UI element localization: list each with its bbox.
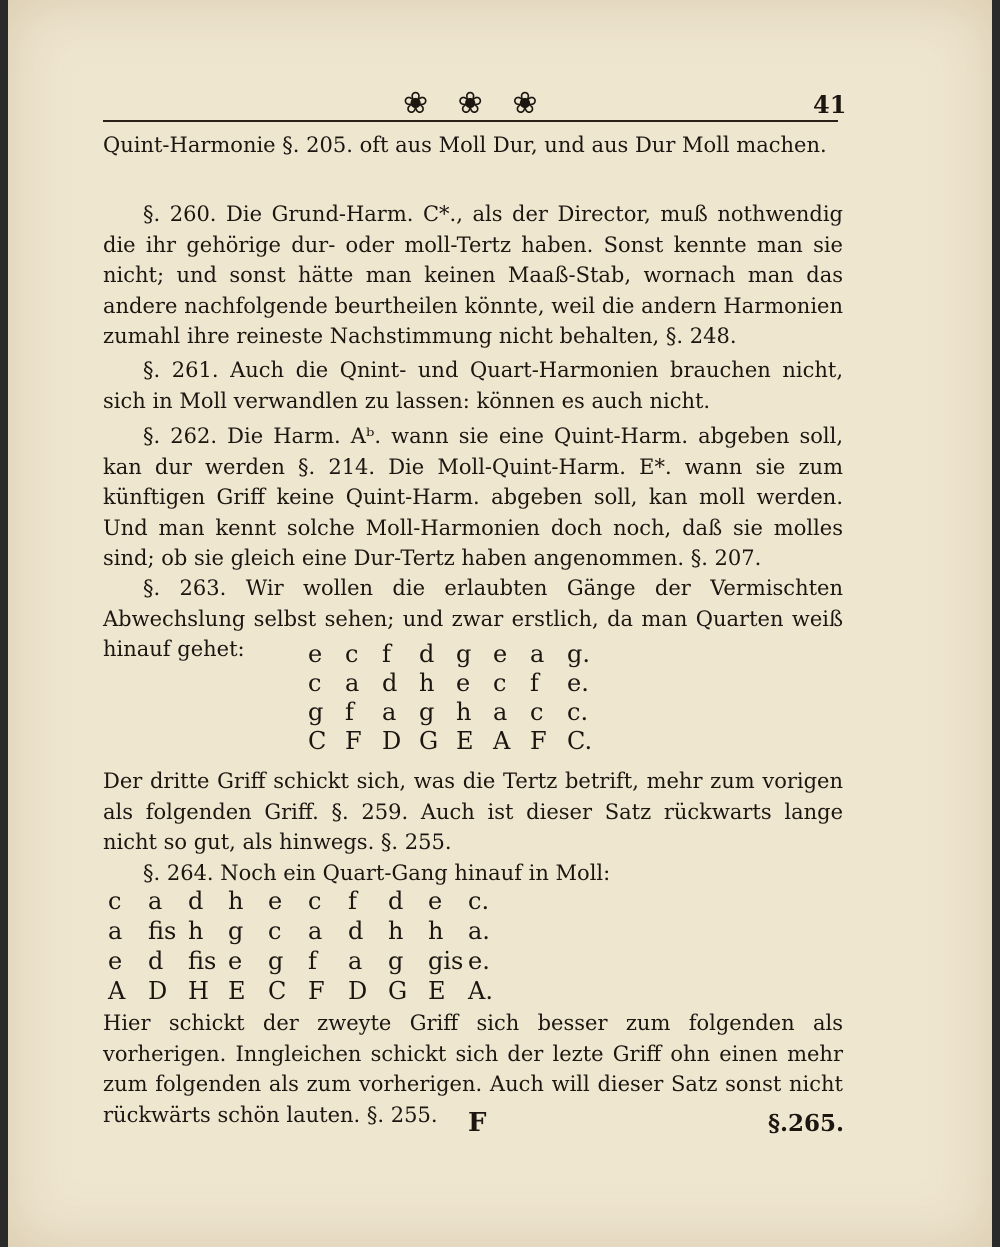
- table-cell: g: [456, 640, 472, 668]
- table-cell: a.: [468, 917, 490, 945]
- table-row: [108, 947, 508, 977]
- table-cell: c: [345, 640, 359, 668]
- table-cell: C: [308, 727, 327, 755]
- table-cell: c: [530, 698, 544, 726]
- table-row: [308, 640, 604, 669]
- table-row: [308, 669, 604, 698]
- table-cell: a: [308, 917, 323, 945]
- table-cell: c: [108, 887, 122, 915]
- table-cell: c: [268, 917, 282, 945]
- paragraph-263: §. 263. Wir wollen die erlaubten Gänge der Vermischten Abwechslung selbst sehen; und zwar erstlich, da man Quarten weiß hinauf gehet:: [103, 576, 843, 661]
- table-cell: e: [493, 640, 508, 668]
- signature-mark: F: [468, 1108, 487, 1138]
- table-row: [308, 698, 604, 727]
- table-cell: F: [530, 727, 547, 755]
- table-cell: c.: [468, 887, 490, 915]
- table-cell: g.: [567, 640, 590, 668]
- paragraph-262: §. 262. Die Harm. Aᵇ. wann sie eine Quint-Harm. abgeben soll, kan dur werden §. 214. Die Moll-Quint-Harm. E*. wann sie zum künftigen Griff keine Quint-Harm. abgeben soll, kan moll werden. Und man kennt solche Moll-Harmonien doch noch, daß sie molles sind; ob sie gleich eine Dur-Tertz haben angenommen. §. 207.: [103, 424, 843, 570]
- table-cell: A: [493, 727, 511, 755]
- table-cell: G: [388, 977, 408, 1005]
- table-cell: d: [419, 640, 435, 668]
- book-page: [8, 0, 992, 1247]
- table-cell: h: [188, 917, 204, 945]
- table-row: [108, 977, 508, 1007]
- table-cell: g: [268, 947, 284, 975]
- table-cell: E: [428, 977, 446, 1005]
- table-cell: E: [228, 977, 246, 1005]
- table-cell: d: [348, 917, 364, 945]
- table-cell: a: [148, 887, 163, 915]
- table-cell: a: [530, 640, 545, 668]
- table-cell: f: [348, 887, 357, 915]
- table-cell: a: [345, 669, 360, 697]
- table-cell: g: [308, 698, 324, 726]
- table-cell: e: [228, 947, 243, 975]
- table-cell: c: [308, 887, 322, 915]
- catchword: §.265.: [768, 1110, 845, 1137]
- table-cell: f: [345, 698, 354, 726]
- table-cell: e: [428, 887, 443, 915]
- paragraph-continuation: Quint-Harmonie §. 205. oft aus Moll Dur, und aus Dur Moll machen.: [103, 133, 827, 157]
- table-cell: fis: [148, 917, 177, 945]
- table-cell: d: [188, 887, 204, 915]
- table-cell: e: [268, 887, 283, 915]
- table-cell: d: [382, 669, 398, 697]
- table-cell: C: [268, 977, 287, 1005]
- table-cell: f: [382, 640, 391, 668]
- page-header: [8, 82, 992, 122]
- table-cell: h: [228, 887, 244, 915]
- table-cell: a: [493, 698, 508, 726]
- table-cell: gis: [428, 947, 464, 975]
- flower-ornament-icon: ❀ ❀ ❀: [403, 86, 548, 121]
- table-cell: a: [108, 917, 123, 945]
- table-cell: A: [108, 977, 126, 1005]
- table-cell: e.: [468, 947, 490, 975]
- table-cell: D: [382, 727, 402, 755]
- table-cell: h: [388, 917, 404, 945]
- table-cell: g: [388, 947, 404, 975]
- table-cell: H: [188, 977, 209, 1005]
- page-number: 41: [813, 90, 847, 119]
- table-cell: h: [419, 669, 435, 697]
- paragraph-260: §. 260. Die Grund-Harm. C*., als der Director, muß nothwendig die ihr gehörige dur- oder moll-Tertz haben. Sonst kennte man sie nicht; und sonst hätte man keinen Maaß-Stab, wornach man das andere nachfolgende beurtheilen könnte, weil die andern Harmonien zumahl ihre reineste Nachstimmung nicht behalten, §. 248.: [103, 202, 843, 348]
- table-cell: h: [428, 917, 444, 945]
- table-cell: d: [388, 887, 404, 915]
- header-rule: [103, 120, 838, 122]
- paragraph-second-grip: Hier schickt der zweyte Griff sich besser zum folgenden als vorherigen. Inngleichen schickt sich der lezte Griff ohn einen mehr zum folgenden als zum vorherigen. Auch will dieser Satz sonst nicht rückwärts schön lauten. §. 255.: [103, 1011, 843, 1127]
- table-row: [108, 887, 508, 917]
- table-cell: d: [148, 947, 164, 975]
- table-cell: a: [382, 698, 397, 726]
- table-cell: h: [456, 698, 472, 726]
- table-cell: f: [530, 669, 539, 697]
- table-cell: c: [308, 669, 322, 697]
- table-cell: C.: [567, 727, 593, 755]
- table-cell: g: [228, 917, 244, 945]
- table-cell: e.: [567, 669, 589, 697]
- table-cell: f: [308, 947, 317, 975]
- table-row: [108, 917, 508, 947]
- paragraph-third-grip: Der dritte Griff schickt sich, was die Tertz betrift, mehr zum vorigen als folgenden Griff. §. 259. Auch ist dieser Satz rückwarts lange nicht so gut, als hinwegs. §. 255.: [103, 769, 843, 854]
- table-cell: E: [456, 727, 474, 755]
- paragraph-264: §. 264. Noch ein Quart-Gang hinauf in Moll:: [143, 861, 611, 885]
- table-row: [308, 727, 604, 756]
- paragraph-261: §. 261. Auch die Qnint- und Quart-Harmonien brauchen nicht, sich in Moll verwandlen zu lassen: können es auch nicht.: [103, 358, 843, 413]
- table-cell: fis: [188, 947, 217, 975]
- table-cell: e: [456, 669, 471, 697]
- quart-weiss-table: [308, 640, 604, 756]
- table-cell: c: [493, 669, 507, 697]
- table-cell: e: [308, 640, 323, 668]
- table-cell: g: [419, 698, 435, 726]
- quart-moll-table: [108, 887, 508, 1007]
- table-cell: D: [348, 977, 368, 1005]
- table-cell: e: [108, 947, 123, 975]
- table-cell: c.: [567, 698, 589, 726]
- table-cell: F: [308, 977, 325, 1005]
- table-cell: G: [419, 727, 439, 755]
- table-cell: F: [345, 727, 362, 755]
- table-cell: a: [348, 947, 363, 975]
- table-cell: A.: [468, 977, 493, 1005]
- table-cell: D: [148, 977, 168, 1005]
